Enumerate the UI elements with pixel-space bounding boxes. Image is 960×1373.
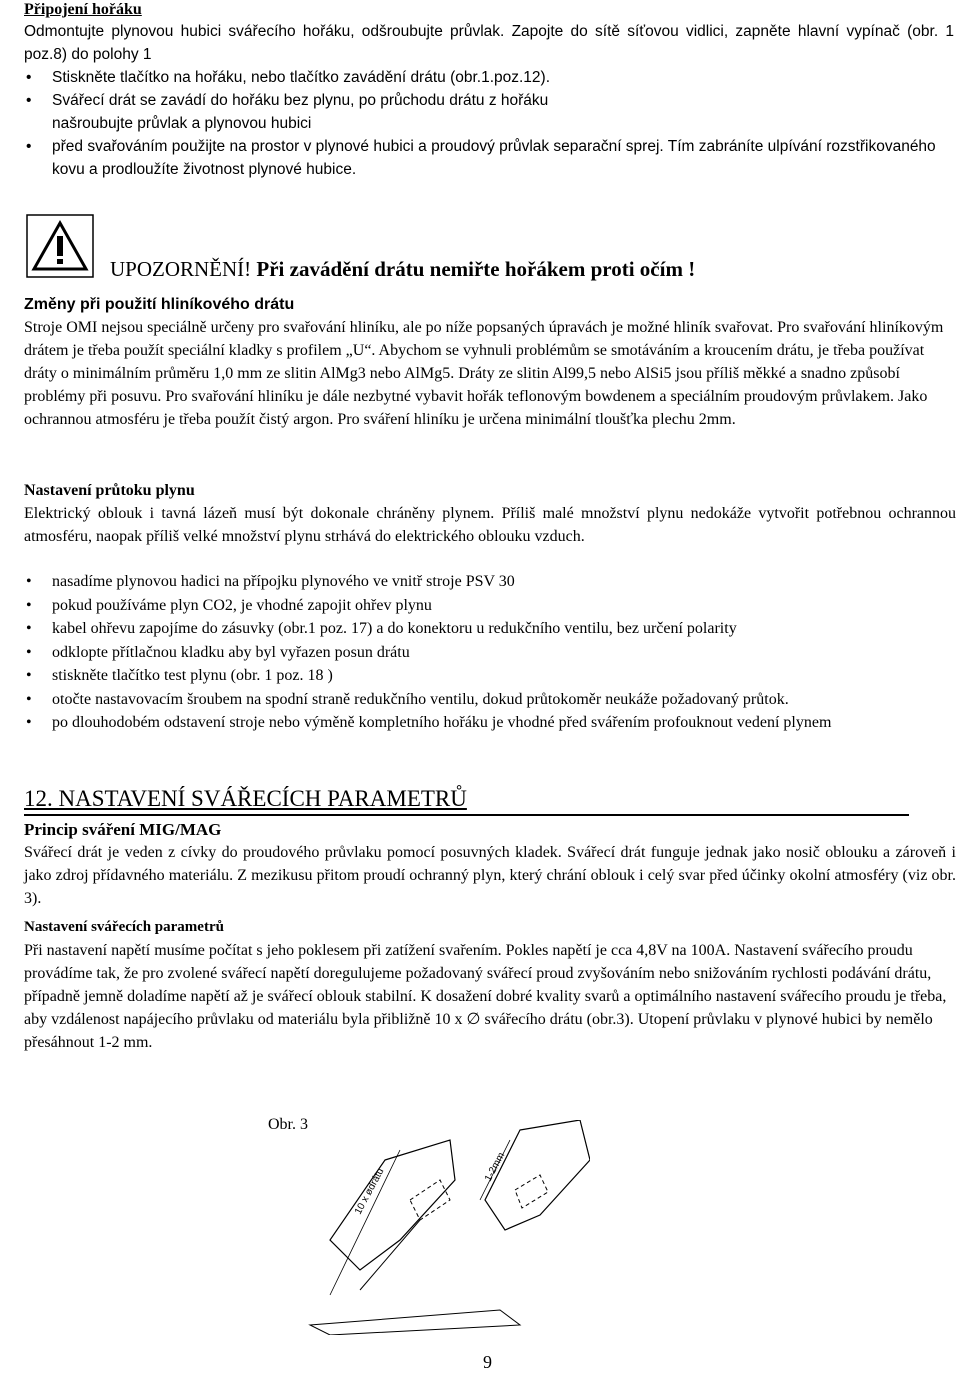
section-body: Svářecí drát je veden z cívky do proudového průvlaku pomocí posuvných kladek. Svářecí drát funguje jednak jako nosič oblouku a zároveň i jako zdroj přídavného materiálu. Z mezikusu přitom proudí ochranný plyn, který chrání oblouk i celý svar před účinky okolní atmosféry (viz obr. 3). [24, 844, 956, 907]
principle-section [24, 818, 956, 910]
gas-flow-section [24, 479, 956, 548]
page-number: 9 [483, 1352, 492, 1372]
workpiece-plate [310, 1310, 520, 1335]
list-item: • stiskněte tlačítko test plynu (obr. 1 poz. 18 ) [24, 664, 956, 688]
contact-tip-detail [515, 1175, 548, 1208]
section-title: Nastavení svářecích parametrů [24, 919, 224, 935]
list-item: • nasadíme plynovou hadici na přípojku plynového ve vnitř stroje PSV 30 [24, 570, 956, 594]
bullet-list [24, 66, 954, 181]
list-item: • Svářecí drát se zavádí do hořáku bez plynu, po průchodu drátu z hořáku našroubujte průvlak a plynovou hubici [24, 89, 954, 135]
section-title: Princip sváření MIG/MAG [24, 820, 222, 839]
list-item: • otočte nastavovacím šroubem na spodní straně redukčního ventilu, dokud průtokoměr neukáže požadovaný průtok. [24, 688, 956, 712]
contact-tip [410, 1180, 450, 1220]
section-body: Elektrický oblouk i tavná lázeň musí být dokonale chráněny plynem. Příliš malé množství plynu nedokáže vytvořit potřebnou ochrannou atmosféru, naopak příliš velké množství plynu strhává do elektrického oblouku vzduch. [24, 505, 956, 545]
gas-flow-steps [24, 570, 956, 735]
dimension-line [330, 1150, 400, 1295]
bullet-list [24, 570, 956, 735]
list-item: • odklopte přítlačnou kladku aby byl vyřazen posun drátu [24, 641, 956, 665]
section-title: Připojení hořáku [24, 1, 142, 18]
parameters-section [24, 916, 956, 1054]
section-title: Nastavení průtoku plynu [24, 482, 195, 499]
list-item: • pokud používáme plyn CO2, je vhodné zapojit ohřev plynu [24, 594, 956, 618]
section-body: Při nastavení napětí musíme počítat s jeho poklesem při zatížení svařením. Pokles napětí je cca 4,8V na 100A. Nastavení svářecího proudu provádíme tak, že pro zvolené svářecí napětí doregulujeme požadovaný svářecí proud zvyšováním nebo snižováním rychlosti podávání drátu, případně jemně doladíme napětí až je svářecí oblouk stabilní. K dosažení dobré kvality svarů a optimálního nastavení svářecího proudu je třeba, aby vzdálenost napájecího průvlaku od materiálu byla přibližně 10 x ∅ svářecího drátu (obr.3). Utopení průvlaku v plynové hubici by nemělo přesáhnout 1-2 mm. [24, 942, 947, 1051]
gas-nozzle [330, 1140, 455, 1270]
warning-text [110, 257, 695, 282]
section-intro: Odmontujte plynovou hubici svářecího hořáku, odšroubujte průvlak. Zapojte do sítě síťovou vidlici, zapněte hlavní vypínač (obr. 1 poz.8) do polohy 1 [24, 23, 954, 63]
chapter-title: 12. NASTAVENÍ SVÁŘECÍCH PARAMETRŮ [24, 786, 467, 811]
dimension-label-1: 10 x ødrátu [352, 1166, 387, 1217]
warning-message: Při zavádění drátu nemiřte hořákem proti očím ! [256, 257, 696, 281]
list-item: • před svařováním použijte na prostor v plynové hubici a proudový průvlak separační sprej. Tím zabráníte ulpívání rozstřikovaného kovu a prodloužíte životnost plynové hubice. [24, 135, 954, 181]
chapter-heading [24, 786, 909, 816]
list-item: • kabel ohřevu zapojíme do zásuvky (obr.1 poz. 17) a do konektoru u redukčního ventilu, bez určení polarity [24, 617, 956, 641]
figure-label: Obr. 3 [268, 1116, 308, 1133]
torch-connection-section [24, 0, 954, 181]
figure-3-diagram [290, 1120, 590, 1335]
section-title: Změny při použití hliníkového drátu [24, 296, 295, 313]
list-item: • po dlouhodobém odstavení stroje nebo výměně kompletního hořáku je vhodné před svářením profouknout vedení plynem [24, 711, 956, 735]
warning-triangle-icon [26, 214, 94, 278]
gas-nozzle-detail [482, 1120, 590, 1230]
aluminium-section [24, 294, 956, 431]
list-item: • Stiskněte tlačítko na hořáku, nebo tlačítko zavádění drátu (obr.1.poz.12). [24, 66, 954, 89]
section-body: Stroje OMI nejsou speciálně určeny pro svařování hliníku, ale po níže popsaných úpravách je možné hliník svařovat. Pro svařování hliníkovým drátem je třeba použít speciální kladky s profilem „U“. Abychom se vyhnuli problémům se smotáváním a kroucením drátu, je třeba používat dráty o minimálním průměru 1,0 mm ze slitin AlMg3 nebo AlMg5. Dráty ze slitin Al99,5 nebo AlSi5 jsou příliš měkké a snadno způsobí problémy při posuvu. Pro svařování hliníku je dále nezbytné vybavit hořák teflonovým bowdenem a speciálním proudovým průvlakem. Jako ochrannou atmosféru je třeba použít čistý argon. Pro sváření hliníku je určena minimální tloušťka plechu 2mm. [24, 319, 944, 428]
welding-wire [360, 1220, 420, 1290]
dimension-label-2: 1-2mm [482, 1150, 508, 1184]
warning-label: UPOZORNĚNÍ! [110, 257, 252, 281]
